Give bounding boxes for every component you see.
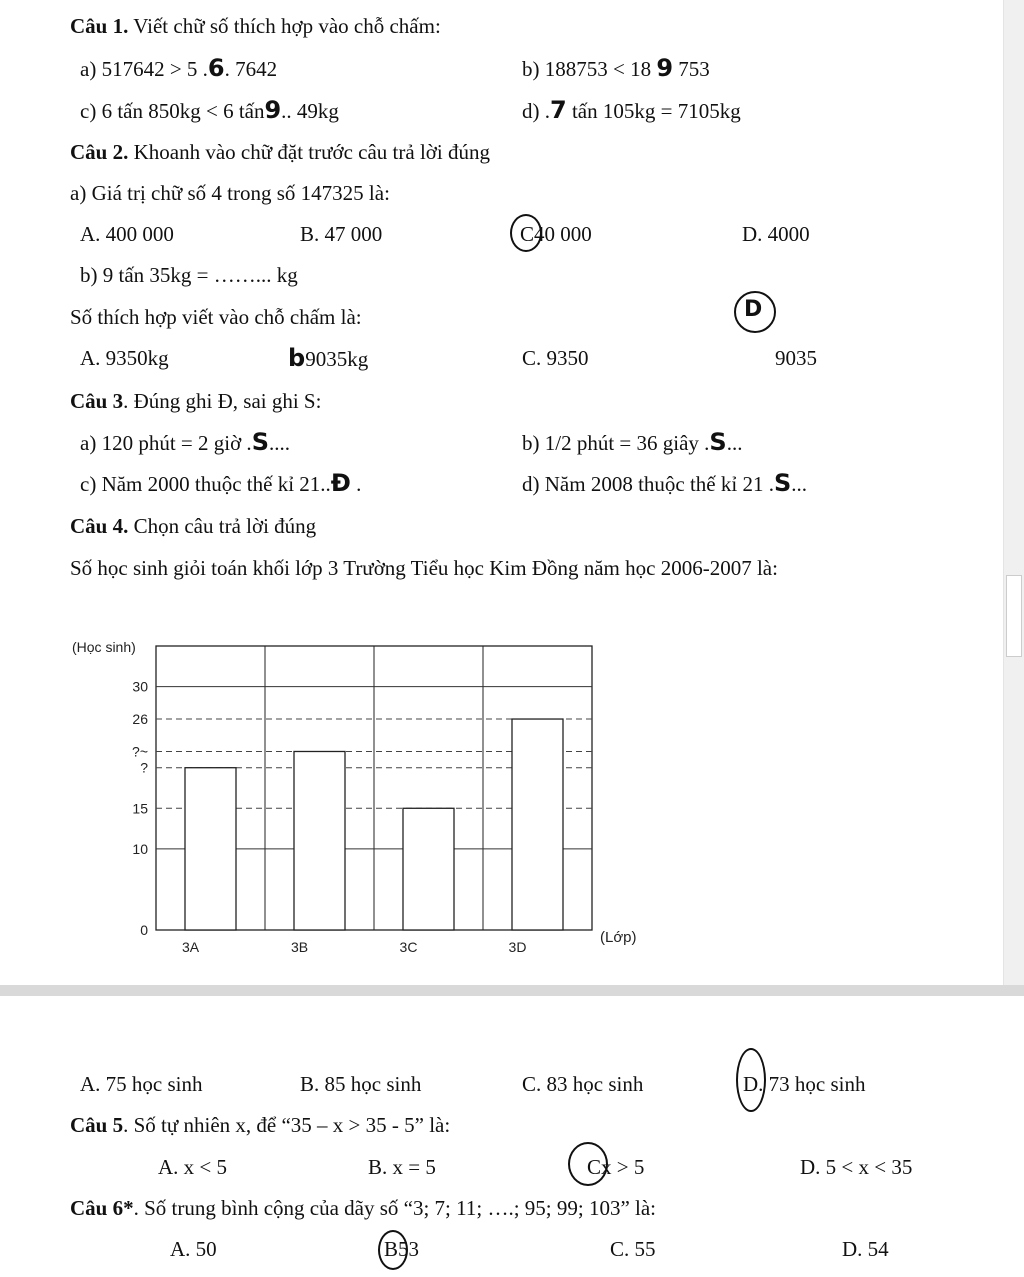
- q1-c-text-end: .. 49kg: [281, 99, 339, 123]
- q1-a-handwritten: 6: [207, 54, 225, 82]
- q5-instruction: . Số tự nhiên x, để “35 – x > 35 - 5” là:: [123, 1113, 451, 1137]
- y-tick-label: ?~: [132, 743, 148, 760]
- q2-a-option-c: [520, 221, 592, 247]
- q3-c-handwritten: Đ: [330, 469, 351, 497]
- q3-b-handwritten: S: [709, 428, 727, 456]
- q1-a-text: a) 517642 > 5 .: [80, 57, 208, 81]
- q1-a: [80, 55, 277, 82]
- y-axis-label: (Học sinh): [72, 639, 136, 655]
- y-tick-label: 26: [132, 711, 148, 728]
- q3-title: [70, 388, 321, 414]
- q5-number: Câu 5: [70, 1113, 124, 1137]
- q3-number: Câu 3: [70, 389, 124, 413]
- bar-3C: [403, 808, 454, 930]
- q5-option-c-letter: C: [587, 1155, 602, 1179]
- q4-question: Số học sinh giỏi toán khối lớp 3 Trường Tiểu học Kim Đồng năm học 2006-2007 là:: [70, 556, 778, 580]
- q6-option-d: D. 54: [842, 1237, 889, 1261]
- q4-option-b: B. 85 học sinh: [300, 1072, 422, 1096]
- q1-number: Câu 1.: [70, 14, 129, 38]
- q3-d-text-end: ...: [791, 472, 808, 496]
- q6-instruction: . Số trung bình cộng của dãy số “3; 7; 11; ….; 95; 99; 103” là:: [133, 1196, 657, 1220]
- q3-d-text: d) Năm 2008 thuộc thế kỉ 21 .: [522, 472, 774, 496]
- y-tick-label: ?: [140, 759, 148, 776]
- q6-option-a: A. 50: [170, 1237, 217, 1261]
- q1-d-text-end: tấn 105kg = 7105kg: [566, 99, 741, 123]
- q2-b-option-b-value: 9035kg: [305, 347, 369, 371]
- q2-a-option-d: D. 4000: [742, 222, 810, 246]
- q2-b-option-d: 9035: [775, 346, 817, 370]
- scrollbar-thumb[interactable]: [1006, 575, 1022, 657]
- q2-number: Câu 2.: [70, 140, 129, 164]
- q2-b-option-a: A. 9350kg: [80, 346, 169, 370]
- q2-b-handwritten-d: D: [744, 297, 763, 322]
- q4-option-d-value: . 73 học sinh: [758, 1072, 866, 1096]
- q4-option-c: C. 83 học sinh: [522, 1072, 644, 1096]
- bar-chart: [60, 630, 740, 970]
- q1-d-text: d) .: [522, 99, 550, 123]
- q5-title: [70, 1112, 450, 1138]
- q1-d: [522, 97, 741, 124]
- q3-c-text: c) Năm 2000 thuộc thế kỉ 21..: [80, 472, 331, 496]
- q5-option-d: D. 5 < x < 35: [800, 1155, 913, 1179]
- q6-option-b: [384, 1236, 419, 1262]
- q5-option-c: [587, 1154, 644, 1180]
- q3-a-handwritten: S: [251, 428, 269, 456]
- q4-option-a: A. 75 học sinh: [80, 1072, 203, 1096]
- q1-title: [70, 13, 441, 39]
- q1-c-text: c) 6 tấn 850kg < 6 tấn: [80, 99, 265, 123]
- x-axis-label: (Lớp): [600, 929, 637, 946]
- q1-instruction: Viết chữ số thích hợp vào chỗ chấm:: [128, 14, 441, 38]
- scrollbar-track[interactable]: [1003, 0, 1024, 985]
- x-tick-label: 3A: [181, 939, 200, 955]
- q5-option-a: A. x < 5: [158, 1155, 228, 1179]
- q2-a-option-a: A. 400 000: [80, 222, 174, 246]
- x-tick-label: 3C: [399, 939, 418, 955]
- q3-d-handwritten: S: [773, 469, 792, 497]
- q3-c: [80, 470, 361, 497]
- q2-a-option-c-letter: C: [520, 222, 535, 246]
- q3-d: [522, 470, 807, 497]
- q5-option-c-value: x > 5: [601, 1155, 645, 1179]
- q2-title: [70, 139, 490, 165]
- y-tick-label: 15: [132, 800, 148, 817]
- q3-b: [522, 429, 742, 456]
- y-tick-label: 10: [132, 840, 148, 857]
- q2-b-subquestion: Số thích hợp viết vào chỗ chấm là:: [70, 305, 362, 329]
- q1-d-handwritten: 7: [550, 96, 567, 124]
- q6-option-b-value: 53: [398, 1237, 420, 1261]
- bar-3B: [294, 751, 345, 930]
- q4-option-d-letter: D: [743, 1072, 759, 1096]
- q2-b-handwritten-b: b: [288, 344, 306, 372]
- y-tick-label: 30: [132, 678, 148, 695]
- q1-b: [522, 55, 710, 82]
- q1-b-text-end: 753: [673, 57, 710, 81]
- q4-number: Câu 4.: [70, 514, 129, 538]
- q1-b-handwritten: 9: [656, 54, 674, 82]
- x-tick-label: 3B: [290, 939, 309, 955]
- q6-option-b-letter: B: [384, 1237, 399, 1261]
- q2-a-option-c-value: 40 000: [534, 222, 592, 246]
- q1-a-text-end: . 7642: [224, 57, 278, 81]
- bar-3A: [185, 768, 236, 930]
- q3-b-text: b) 1/2 phút = 36 giây .: [522, 431, 710, 455]
- q6-title: [70, 1195, 656, 1221]
- worksheet-page-2: [0, 996, 1024, 1277]
- q3-a-text-end: ....: [268, 431, 290, 455]
- q1-b-text: b) 188753 < 18: [522, 57, 657, 81]
- q4-instruction: Chọn câu trả lời đúng: [128, 514, 317, 538]
- q4-title: [70, 513, 316, 539]
- x-tick-label: 3D: [508, 939, 527, 955]
- q1-c-handwritten: 9: [264, 96, 282, 124]
- y-tick-label: 0: [140, 922, 148, 938]
- q6-option-c: C. 55: [610, 1237, 656, 1261]
- q2-a-option-b: B. 47 000: [300, 222, 383, 246]
- q1-c: [80, 97, 339, 124]
- q3-a-text: a) 120 phút = 2 giờ .: [80, 431, 252, 455]
- q6-number: Câu 6*: [70, 1196, 134, 1220]
- q3-instruction: . Đúng ghi Đ, sai ghi S:: [123, 389, 322, 413]
- q3-b-text-end: ...: [726, 431, 743, 455]
- q2-b-option-b: [288, 345, 368, 372]
- q2-b-question: b) 9 tấn 35kg = ……... kg: [80, 263, 298, 287]
- q2-instruction: Khoanh vào chữ đặt trước câu trả lời đúng: [128, 140, 490, 164]
- bar-3D: [512, 719, 563, 930]
- q3-a: [80, 429, 290, 456]
- q3-c-text-end: .: [350, 472, 362, 496]
- q5-option-b: B. x = 5: [368, 1155, 436, 1179]
- q4-option-d: [743, 1071, 866, 1097]
- q2-a-question: a) Giá trị chữ số 4 trong số 147325 là:: [70, 181, 390, 205]
- q2-b-option-c: C. 9350: [522, 346, 589, 370]
